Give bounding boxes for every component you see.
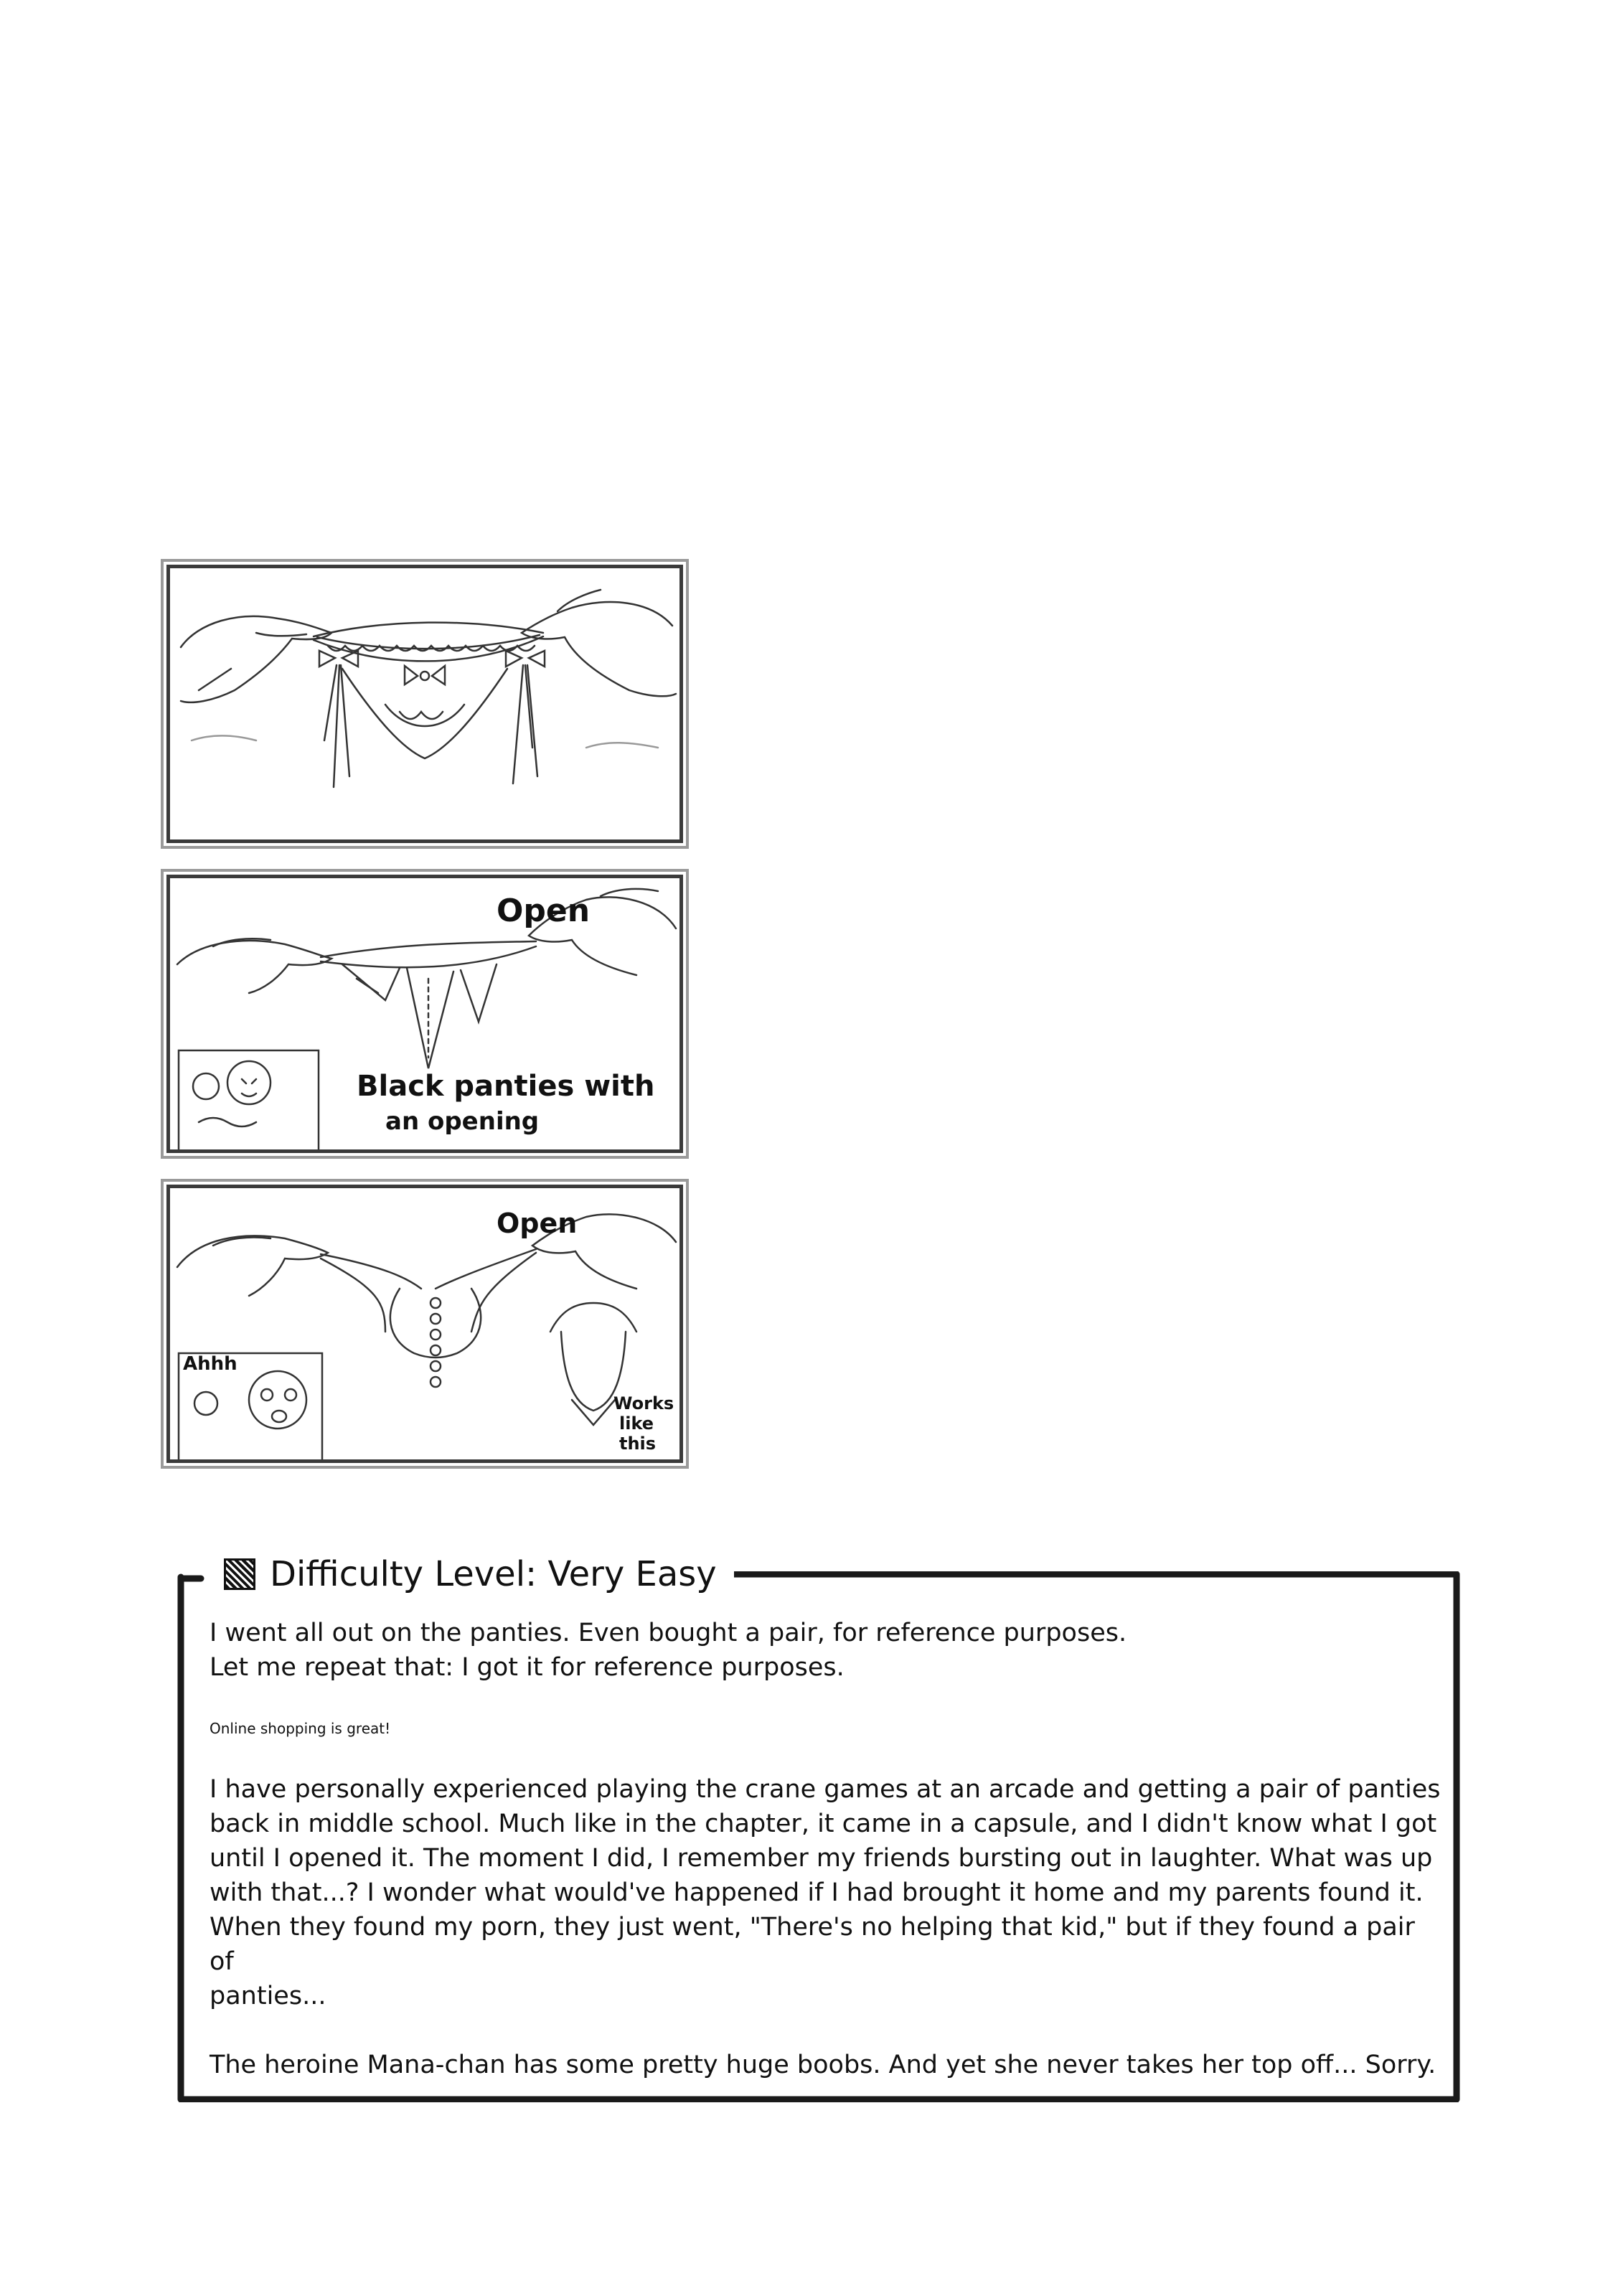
note-story-line: until I opened it. The moment I did, I remember my friends bursting out in laughter. What was up — [210, 1844, 1433, 1873]
note-story-line: panties... — [210, 1982, 326, 2010]
note-closing: The heroine Mana-chan has some pretty huge boobs. And yet she never takes her top off... Sorry. — [210, 2051, 1436, 2079]
works-like-this-line-1: Works — [613, 1393, 674, 1413]
note-story-line: I have personally experienced playing the crane games at an arcade and getting a pair of panties — [210, 1775, 1441, 1804]
comic-panel-open-panties — [166, 875, 683, 1153]
note-story-line: back in middle school. Much like in the chapter, it came in a capsule, and I didn't know what I got — [210, 1810, 1437, 1838]
note-story-line: with that...? I wonder what would've happened if I had brought it home and my parents found it. — [210, 1878, 1424, 1907]
ahhh-label: Ahhh — [183, 1353, 237, 1375]
note-aside: Online shopping is great! — [210, 1720, 391, 1737]
panties-caption-line-1: Black panties with — [357, 1070, 655, 1103]
note-story — [210, 1772, 1444, 2013]
note-line: Let me repeat that: I got it for reference purposes. — [210, 1653, 845, 1682]
works-like-this-line-2: like — [619, 1413, 654, 1434]
panties-caption-line-2: an opening — [385, 1107, 540, 1136]
panel-1-illustration — [170, 568, 679, 839]
panel-3-illustration — [170, 1188, 679, 1459]
open-label: Open — [497, 1208, 578, 1239]
note-heading-text: Difficulty Level: Very Easy — [270, 1554, 717, 1594]
note-story-line: When they found my porn, they just went, "There's no helping that kid," but if they found a pair of — [210, 1913, 1415, 1976]
note-line: I went all out on the panties. Even bought a pair, for reference purposes. — [210, 1619, 1127, 1647]
comic-panel-pearl-panties — [166, 1185, 683, 1463]
note-body — [210, 1616, 1444, 2082]
works-like-this-line-3: this — [619, 1434, 657, 1454]
open-label: Open — [497, 893, 591, 929]
comic-panel-ribbon-panties — [166, 565, 683, 843]
afterword-note — [172, 1554, 1462, 2102]
hatched-square-icon — [224, 1558, 255, 1590]
note-heading — [214, 1554, 734, 1594]
